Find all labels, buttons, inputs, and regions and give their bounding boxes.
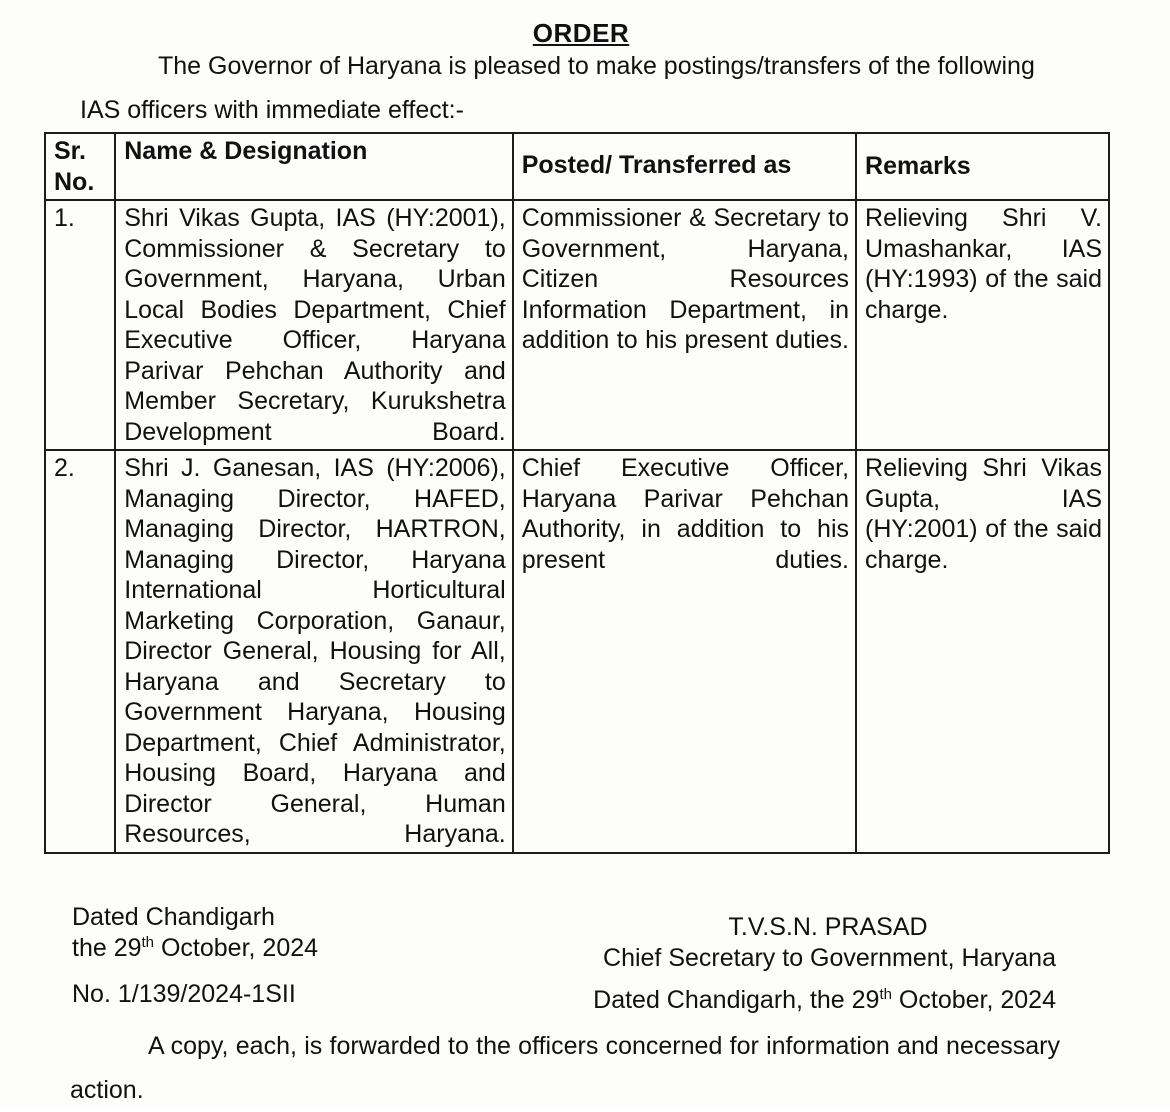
- row-posted-as: Commissioner & Secretary to Government, Haryana, Citizen Resources Information Department, in addition to his present duties.: [513, 200, 856, 450]
- header-sr-no: Sr. No.: [45, 133, 115, 200]
- row-sr-no: 1.: [45, 200, 115, 450]
- table-header-row: [45, 133, 1109, 200]
- header-name-designation: Name & Designation: [115, 133, 512, 200]
- order-intro: The Governor of Haryana is pleased to make postings/transfers of the following IAS officers with immediate effect:-: [80, 52, 1035, 124]
- signature-block: [560, 912, 1056, 974]
- row-sr-no: 2.: [45, 450, 115, 853]
- signatory-title: Chief Secretary to Government, Haryana: [603, 944, 1056, 972]
- order-heading: ORDER: [532, 18, 630, 48]
- postings-table: [44, 132, 1110, 854]
- dated-place: Dated Chandigarh: [72, 903, 275, 931]
- row-remarks: Relieving Shri Vikas Gupta, IAS (HY:2001) of the said charge.: [856, 450, 1109, 853]
- row-posted-as: Chief Executive Officer, Haryana Parivar Pehchan Authority, in addition to his present duties.: [513, 450, 856, 853]
- header-posted-transferred: Posted/ Transferred as: [513, 133, 856, 200]
- table-row: [45, 200, 1109, 450]
- row-remarks: Relieving Shri V. Umashankar, IAS (HY:1993) of the said charge.: [856, 200, 1109, 450]
- copy-forwarded-note: A copy, each, is forwarded to the officers concerned for information and necessary action.: [70, 1032, 1060, 1104]
- row-name-designation: Shri J. Ganesan, IAS (HY:2006), Managing Director, HAFED, Managing Director, HARTRON, Managing Director, Haryana International Horticultural Marketing Corporation, Ganaur, Director General, Housing for All, Haryana and Secretary to Government Haryana, Housing Department, Chief Administrator, Housing Board, Haryana and Director General, Human Resources, Haryana.: [115, 450, 512, 853]
- dated-block: [72, 902, 318, 964]
- row-name-designation: Shri Vikas Gupta, IAS (HY:2001), Commissioner & Secretary to Government, Haryana, Urban Local Bodies Department, Chief Executive Officer, Haryana Parivar Pehchan Authority and Member Secretary, Kurukshetra Development Board.: [115, 200, 512, 450]
- reference-number: No. 1/139/2024-1SII: [72, 980, 296, 1008]
- endorsement-date: Dated Chandigarh, the 29th October, 2024: [593, 986, 1056, 1014]
- dated-date: the 29th October, 2024: [72, 934, 319, 962]
- table-row: [45, 450, 1109, 853]
- signatory-name: T.V.S.N. PRASAD: [728, 913, 928, 941]
- header-remarks: Remarks: [856, 133, 1109, 200]
